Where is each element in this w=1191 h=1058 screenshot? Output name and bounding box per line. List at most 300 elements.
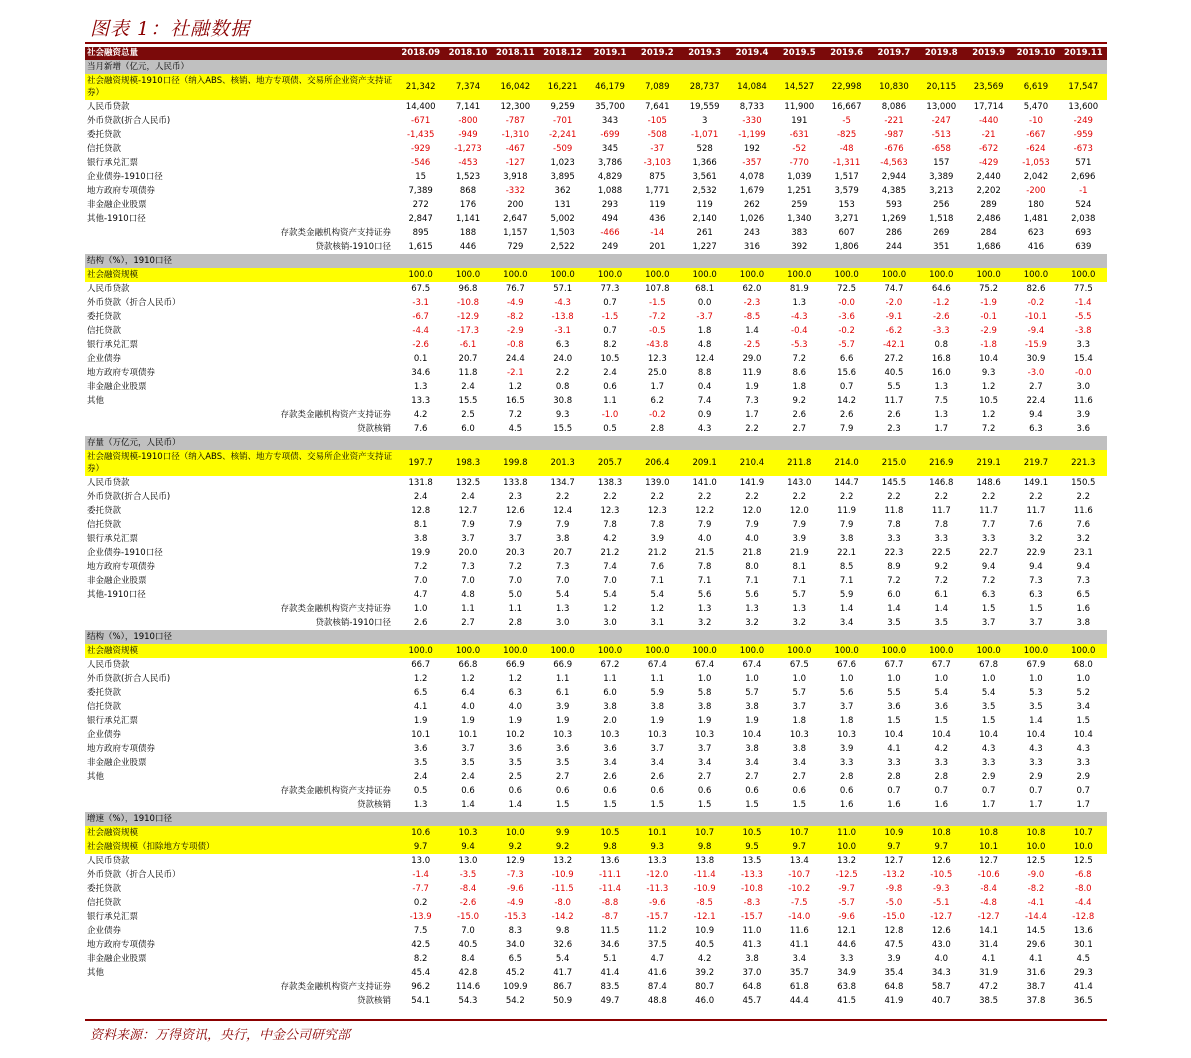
table-row [85,924,1107,938]
value-cell: 68.1 [695,283,715,294]
value-cell: -10.1 [1024,311,1047,322]
value-cell: 3.8 [839,533,854,544]
value-cell: -1.4 [412,869,429,880]
value-cell: 23.1 [1073,547,1093,558]
value-cell: 38.7 [1026,981,1046,992]
value-cell: -509 [553,143,573,154]
row-label: 非金融企业股票 [87,953,147,964]
value-cell: 54.2 [505,995,525,1006]
value-cell: 1.3 [934,409,949,420]
value-cell: 41.1 [789,939,809,950]
value-cell: 7.9 [745,519,759,530]
value-cell: 0.6 [745,785,759,796]
sub-item-row [85,980,1107,994]
value-cell: 50.9 [553,995,573,1006]
value-cell: 0.6 [603,381,617,392]
value-cell: 100.0 [492,268,539,282]
figure-title: 图表 1：社融数据 [90,18,251,40]
value-cell: 8.3 [508,925,523,936]
value-cell: 1,523 [455,171,481,182]
value-cell: -453 [458,157,478,168]
value-cell: 11.7 [931,505,951,516]
row-label: 委托贷款 [87,311,122,322]
value-cell: 41.4 [1073,981,1093,992]
value-cell: 1,366 [692,157,717,168]
value-cell: 10.3 [837,729,857,740]
value-cell: -7.7 [412,883,429,894]
value-cell: 16.8 [931,353,951,364]
value-cell: 221.3 [1060,450,1107,476]
value-cell: 528 [696,143,713,154]
value-cell: 7.1 [839,575,854,586]
value-cell: -15.9 [1024,339,1047,350]
table-row [85,170,1107,184]
value-cell: 3.9 [650,533,665,544]
value-cell: 37.8 [1026,995,1046,1006]
row-label: 委托贷款 [87,129,122,140]
value-cell: 10.5 [600,353,620,364]
value-cell: 100.0 [776,268,823,282]
table-row [85,742,1107,756]
value-cell: 1.6 [1076,603,1091,614]
value-cell: 1.6 [839,799,854,810]
value-cell: 2.4 [413,491,428,502]
value-cell: 1.2 [981,409,996,420]
value-cell: 29.3 [1073,967,1093,978]
value-cell: 2.9 [1076,771,1091,782]
value-cell: -10.9 [551,869,574,880]
value-cell: 100.0 [728,268,775,282]
value-cell: -0.4 [791,325,808,336]
value-cell: 1.0 [1076,673,1091,684]
value-cell: 7,641 [645,101,670,112]
value-cell: -10 [1029,115,1043,126]
bottom-rule [85,1019,1107,1021]
value-cell: 10,830 [870,74,917,100]
value-cell: 22.4 [1026,395,1046,406]
value-cell: 2,140 [692,213,717,224]
value-cell: 2.7 [792,771,807,782]
row-label: 人民币贷款 [87,855,130,866]
value-cell: 7.3 [461,561,475,572]
value-cell: 8.1 [413,519,428,530]
value-cell: 9.2 [934,561,949,572]
value-cell: 3.5 [413,757,428,768]
value-cell: 0.7 [1029,785,1043,796]
value-cell: 2.7 [697,771,712,782]
value-cell: 138.3 [597,477,623,488]
table-row [85,366,1107,380]
value-cell: -221 [884,115,904,126]
value-cell: 67.6 [837,659,857,670]
row-label: 人民币贷款 [87,101,130,112]
value-cell: 7.3 [745,395,759,406]
value-cell: 67.7 [884,659,904,670]
value-cell: 1.0 [792,673,807,684]
value-cell: 0.8 [934,339,949,350]
value-cell: 0.1 [413,353,428,364]
value-cell: 100.0 [586,268,633,282]
value-cell: -0.8 [507,339,524,350]
table-row [85,310,1107,324]
value-cell: 10.1 [411,729,431,740]
value-cell: 0.7 [839,381,854,392]
value-cell: 2,440 [976,171,1001,182]
value-cell: 22.7 [979,547,999,558]
value-cell: 1,227 [692,241,717,252]
value-cell: 5.3 [1029,687,1043,698]
value-cell: 416 [1027,241,1045,252]
value-cell: 10.0 [823,840,870,854]
value-cell: -11.5 [551,883,574,894]
value-cell: -1,053 [1022,157,1050,168]
value-cell: 100.0 [870,268,917,282]
value-cell: 7.6 [413,423,428,434]
row-label: 银行承兑汇票 [87,715,139,726]
value-cell: 37.5 [647,939,667,950]
value-cell: 2.8 [934,771,949,782]
value-cell: 0.6 [603,785,617,796]
value-cell: 1.7 [1076,799,1091,810]
value-cell: -2.3 [743,297,761,308]
value-cell: 0.7 [981,785,996,796]
value-cell: 10.4 [979,729,999,740]
value-cell: 144.7 [834,477,859,488]
value-cell: -8.5 [743,311,761,322]
value-cell: 0.7 [887,785,901,796]
value-cell: 2.6 [603,771,617,782]
value-cell: -513 [931,129,951,140]
row-label: 存款类金融机构资产支持证券 [280,981,392,992]
value-cell: 49.7 [600,995,620,1006]
table-row [85,588,1107,602]
value-cell: 62.0 [742,283,762,294]
row-label: 外币贷款（折合人民币） [87,869,181,880]
value-cell: 10.0 [492,826,539,840]
value-cell: 1.6 [887,799,901,810]
value-cell: 3.7 [792,701,807,712]
row-label: 银行承兑汇票 [87,533,139,544]
value-cell: 67.5 [789,659,809,670]
value-cell: 2.8 [887,771,901,782]
table-row [85,518,1107,532]
value-cell: 0.2 [413,897,428,908]
row-label: 企业债券 [87,729,122,740]
value-cell: 0.6 [508,785,523,796]
value-cell: 3.7 [1029,617,1043,628]
value-cell: 2.2 [650,491,665,502]
value-cell: 100.0 [1060,644,1107,658]
value-cell: -9.8 [885,883,903,894]
value-cell: 1,026 [739,213,765,224]
column-header: 2019.3 [681,47,728,60]
value-cell: 3.3 [981,757,996,768]
value-cell: 0.7 [603,297,617,308]
value-cell: -929 [411,143,431,154]
value-cell: 201 [649,241,666,252]
value-cell: 3.3 [1029,757,1043,768]
highlight-row [85,644,1107,658]
table-row [85,114,1107,128]
value-cell: 11.6 [1073,395,1093,406]
value-cell: 4.3 [981,743,996,754]
value-cell: 24.0 [553,353,573,364]
column-header: 2019.9 [965,47,1012,60]
value-cell: -0.2 [838,325,855,336]
value-cell: -676 [884,143,904,154]
table-row [85,546,1107,560]
value-cell: 286 [885,227,903,238]
value-cell: 100.0 [444,268,491,282]
value-cell: 10.1 [634,826,681,840]
value-cell: 5.4 [603,589,617,600]
value-cell: 12.0 [742,505,762,516]
value-cell: 4.7 [650,953,665,964]
value-cell: 4,385 [881,185,907,196]
table-row [85,728,1107,742]
table-row [85,560,1107,574]
value-cell: 3.4 [603,757,617,768]
value-cell: 86.7 [553,981,573,992]
value-cell: 1,481 [1023,213,1049,224]
table-row [85,686,1107,700]
value-cell: 14,527 [776,74,823,100]
value-cell: 3,271 [834,213,859,224]
value-cell: -2.0 [885,297,903,308]
value-cell: 134.7 [550,477,575,488]
row-label: 贷款核销-1910口径 [315,617,392,628]
value-cell: 119 [649,199,666,210]
value-cell: 2,522 [550,241,575,252]
value-cell: 1.8 [697,325,712,336]
value-cell: 12.3 [647,353,667,364]
value-cell: 7.8 [934,519,949,530]
value-cell: -6.7 [412,311,429,322]
value-cell: 9.4 [981,561,996,572]
value-cell: 1,518 [929,213,954,224]
table-row [85,672,1107,686]
value-cell: 1,503 [550,227,575,238]
table-row [85,896,1107,910]
value-cell: 446 [459,241,477,252]
value-cell: 23,569 [965,74,1012,100]
value-cell: 11.0 [742,925,762,936]
value-cell: 10.4 [884,729,904,740]
value-cell: 191 [791,115,808,126]
value-cell: 1.1 [508,603,523,614]
row-label: 非金融企业股票 [87,757,147,768]
value-cell: 5.5 [887,687,901,698]
value-cell: 3.7 [981,617,996,628]
value-cell: 30.9 [1026,353,1046,364]
value-cell: 21.9 [789,547,809,558]
value-cell: 47.5 [884,939,904,950]
value-cell: -4.1 [1027,897,1045,908]
value-cell: -3.5 [459,869,477,880]
row-label: 存款类金融机构资产支持证券 [280,603,392,614]
value-cell: 9.8 [586,840,633,854]
value-cell: 28,737 [681,74,728,100]
value-cell: 100.0 [681,268,728,282]
value-cell: 1.0 [745,673,759,684]
column-header: 2019.5 [776,47,823,60]
value-cell: 1.6 [934,799,949,810]
value-cell: 100.0 [870,644,917,658]
value-cell: 7.9 [839,519,854,530]
value-cell: 5.4 [555,589,570,600]
value-cell: 1.7 [1029,799,1043,810]
value-cell: 1,039 [787,171,812,182]
value-cell: -4.9 [507,897,524,908]
value-cell: -10.5 [930,869,953,880]
value-cell: 8,733 [739,101,765,112]
row-label: 银行承兑汇票 [87,157,139,168]
row-label: 社会融资规模 [85,644,397,658]
value-cell: -1.4 [1075,297,1092,308]
value-cell: 0.4 [697,381,712,392]
value-cell: 3.8 [413,533,428,544]
value-cell: 1.3 [792,297,807,308]
column-header: 2018.10 [444,47,491,60]
value-cell: 1,771 [645,185,670,196]
value-cell: 3,213 [929,185,954,196]
value-cell: 1.8 [792,715,807,726]
value-cell: 345 [601,143,619,154]
value-cell: 1.5 [650,799,665,810]
row-label: 委托贷款 [87,687,122,698]
value-cell: 3.6 [603,743,617,754]
value-cell: 3.4 [792,757,807,768]
value-cell: 6,619 [1012,74,1059,100]
value-cell: 2.2 [745,423,759,434]
value-cell: 0.6 [839,785,854,796]
value-cell: -2,241 [548,129,577,140]
value-cell: 4.5 [1076,953,1091,964]
value-cell: 146.8 [929,477,954,488]
row-label: 存款类金融机构资产支持证券 [280,785,392,796]
value-cell: 219.1 [965,450,1012,476]
value-cell: 6.5 [508,953,523,964]
sub-item-row [85,422,1107,436]
value-cell: 4.0 [745,533,759,544]
table-row [85,324,1107,338]
value-cell: 119 [696,199,713,210]
value-cell: 13.3 [647,855,667,866]
value-cell: 1.9 [697,715,712,726]
value-cell: 11.9 [742,367,762,378]
row-label: 外币贷款（折合人民币） [87,297,181,308]
value-cell: -11.3 [646,883,669,894]
row-label: 外币贷款(折合人民币) [87,673,171,684]
value-cell: 392 [791,241,808,252]
value-cell: 66.9 [505,659,525,670]
value-cell: -2.5 [743,339,761,350]
table-row [85,198,1107,212]
value-cell: 7.0 [603,575,617,586]
value-cell: 9.7 [870,840,917,854]
highlight-row [85,840,1107,854]
value-cell: 7.3 [1076,575,1091,586]
value-cell: -13.8 [551,311,574,322]
value-cell: 67.2 [600,659,620,670]
value-cell: 3.3 [887,757,901,768]
value-cell: 7.2 [981,423,996,434]
row-label: 其他-1910口径 [87,589,146,600]
value-cell: -699 [600,129,620,140]
value-cell: 243 [743,227,761,238]
value-cell: -11.1 [598,869,621,880]
value-cell: 40.5 [695,939,715,950]
value-cell: 3.8 [745,701,759,712]
value-cell: 74.7 [884,283,904,294]
value-cell: 66.7 [411,659,431,670]
value-cell: 34.3 [931,967,951,978]
value-cell: 3.8 [697,701,712,712]
value-cell: 7.9 [555,519,570,530]
value-cell: 16.0 [931,367,951,378]
value-cell: 0.7 [1076,785,1091,796]
value-cell: 8.8 [697,367,712,378]
value-cell: 3.5 [934,617,949,628]
section-label: 结构（%），1910口径 [85,254,1107,268]
value-cell: -37 [650,143,665,154]
value-cell: 7.3 [555,561,570,572]
value-cell: 30.8 [553,395,573,406]
value-cell: 1,806 [834,241,859,252]
value-cell: 1.3 [413,381,428,392]
value-cell: 19.9 [411,547,431,558]
value-cell: 4.0 [934,953,949,964]
column-header: 2018.12 [539,47,586,60]
value-cell: 157 [933,157,950,168]
value-cell: 8,086 [881,101,907,112]
value-cell: 1.3 [413,799,428,810]
table-body [85,60,1107,1008]
value-cell: 7.9 [461,519,475,530]
value-cell: 2,944 [881,171,907,182]
value-cell: 2,647 [503,213,528,224]
value-cell: 100.0 [776,644,823,658]
row-label: 人民币贷款 [87,477,130,488]
value-cell: -10.7 [788,869,811,880]
value-cell: 1.9 [745,715,759,726]
value-cell: 3.3 [1076,339,1091,350]
value-cell: 7.2 [887,575,901,586]
value-cell: 1.4 [461,799,475,810]
value-cell: 13.2 [553,855,573,866]
value-cell: -1.8 [980,339,997,350]
value-cell: -10.8 [740,883,763,894]
row-label: 地方政府专项债券 [87,185,156,196]
value-cell: 1.3 [745,603,759,614]
value-cell: 2.2 [555,367,570,378]
value-cell: -3,103 [643,157,672,168]
value-cell: 2.4 [461,491,475,502]
value-cell: 68.0 [1073,659,1093,670]
value-cell: 1.1 [603,673,617,684]
value-cell: -105 [647,115,667,126]
value-cell: 1.7 [650,381,665,392]
value-cell: 6.3 [508,687,523,698]
value-cell: 4.7 [413,589,428,600]
value-cell: 201.3 [539,450,586,476]
value-cell: 100.0 [492,644,539,658]
value-cell: -8.0 [554,897,571,908]
value-cell: 4.0 [461,701,475,712]
value-cell: 188 [459,227,477,238]
value-cell: 1.9 [745,381,759,392]
value-cell: -1,310 [501,129,530,140]
